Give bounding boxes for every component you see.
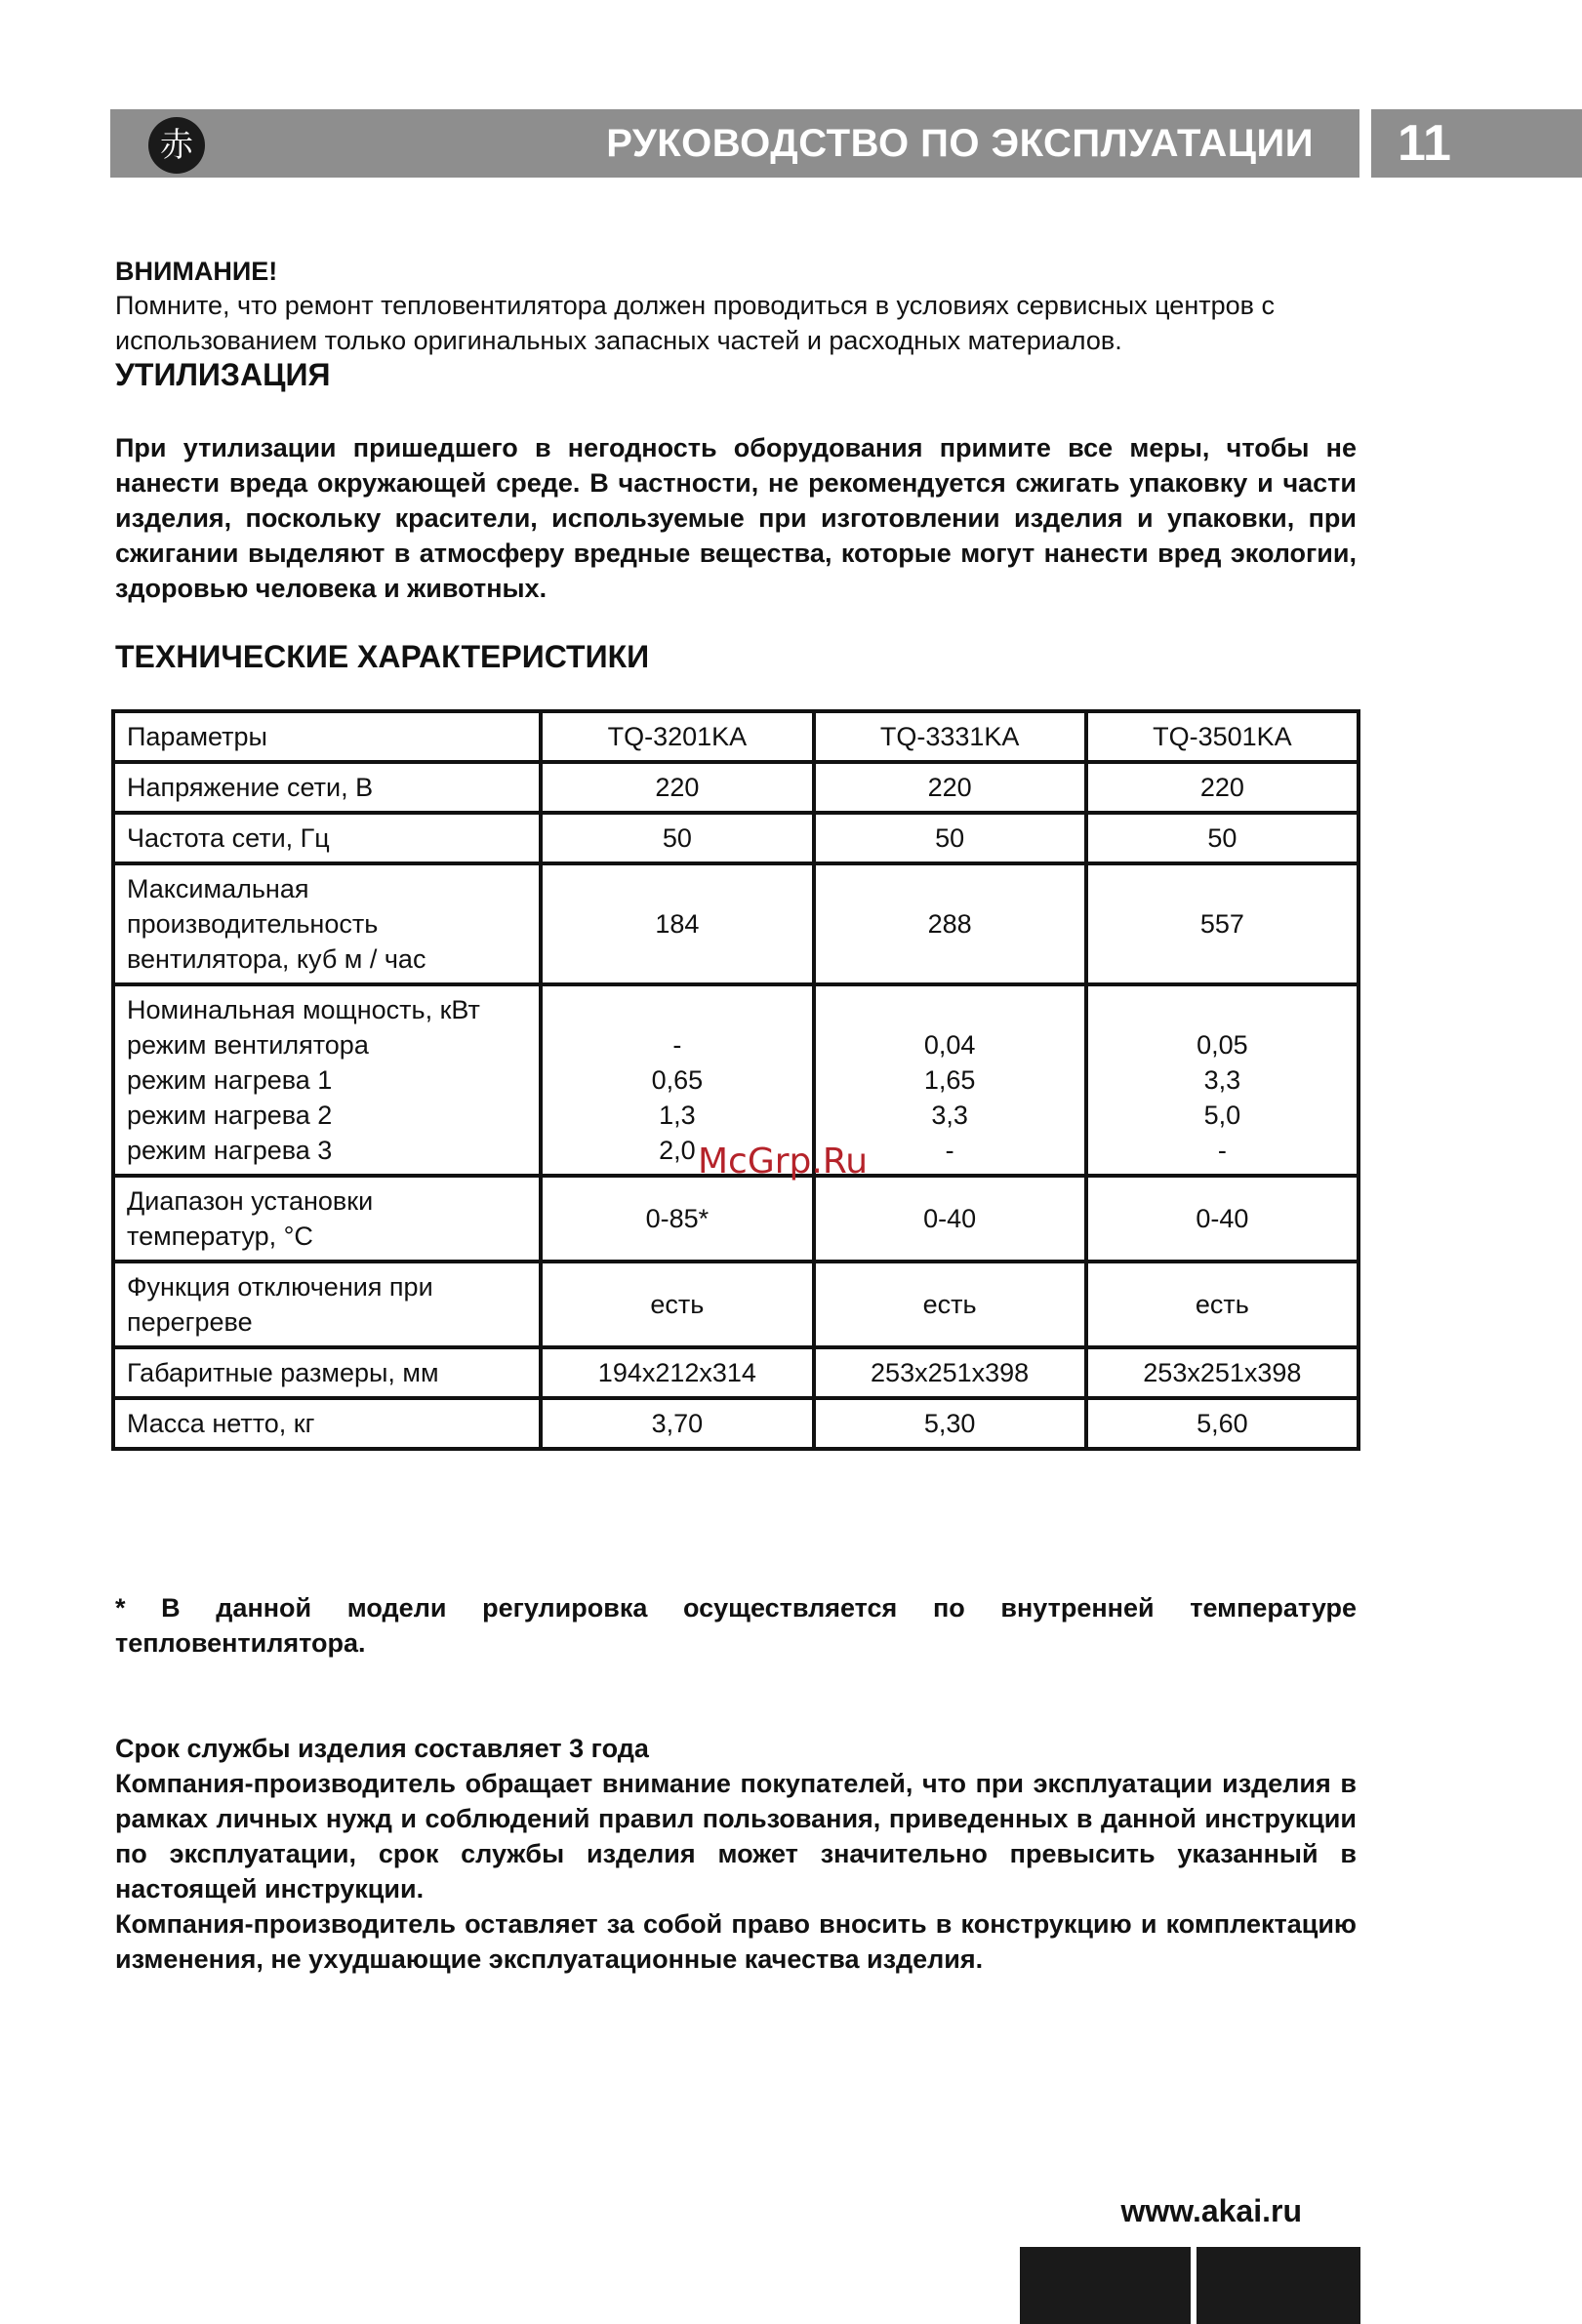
specs-value-cell: 5,30 [814, 1398, 1086, 1449]
specs-param-cell: Параметры [113, 711, 541, 762]
specs-value-cell: TQ-3331KA [814, 711, 1086, 762]
specs-title: ТЕХНИЧЕСКИЕ ХАРАКТЕРИСТИКИ [115, 639, 650, 674]
disposal-text: При утилизации пришедшего в негодность оборудования примите все меры, чтобы не нанести вреда окружающей среде. В частности, не рекомендуется сжигать упаковку и части изделия, поскольку красители, используемые при изготовлении изделия и упаковки, при сжигании выделяют в атмосферу вредные вещества, которые могут нанести вред экологии, здоровью человека и животных. [115, 433, 1357, 603]
website-link[interactable]: www.akai.ru [1120, 2193, 1302, 2228]
specs-row [113, 863, 1359, 984]
specs-value-cell: 50 [1086, 813, 1359, 863]
service-life-heading: Срок службы изделия составляет 3 года [115, 1734, 649, 1763]
specs-param-cell: Масса нетто, кг [113, 1398, 541, 1449]
disposal-title: УТИЛИЗАЦИЯ [115, 357, 331, 392]
specs-param-cell: Габаритные размеры, мм [113, 1347, 541, 1398]
specs-value-cell: 220 [1086, 762, 1359, 813]
specs-value-cell: 220 [814, 762, 1086, 813]
specs-row [113, 1347, 1359, 1398]
specs-table [111, 709, 1360, 1451]
specs-value-cell: - 0,65 1,3 2,0 [541, 984, 813, 1176]
warning-title: ВНИМАНИЕ! [115, 257, 278, 286]
footer-bar-right [1197, 2247, 1360, 2324]
specs-value-cell: TQ-3201KA [541, 711, 813, 762]
specs-param-cell: Частота сети, Гц [113, 813, 541, 863]
specs-value-cell: есть [1086, 1262, 1359, 1347]
specs-value-cell: 0,05 3,3 5,0 - [1086, 984, 1359, 1176]
manual-title: РУКОВОДСТВО ПО ЭКСПЛУАТАЦИИ [606, 122, 1314, 165]
specs-value-cell: 253x251x398 [1086, 1347, 1359, 1398]
specs-param-cell: Номинальная мощность, кВт режим вентилятора режим нагрева 1 режим нагрева 2 режим нагрева 3 [113, 984, 541, 1176]
specs-value-cell: 220 [541, 762, 813, 813]
specs-row [113, 1176, 1359, 1262]
specs-row [113, 813, 1359, 863]
specs-value-cell: 253x251x398 [814, 1347, 1086, 1398]
footer-bar-left [1020, 2247, 1191, 2324]
specs-row [113, 762, 1359, 813]
specs-value-cell: 194x212x314 [541, 1347, 813, 1398]
specs-header-row [113, 711, 1359, 762]
specs-value-cell: 557 [1086, 863, 1359, 984]
specs-row [113, 1398, 1359, 1449]
specs-value-cell: 0-40 [814, 1176, 1086, 1262]
warning-text: Помните, что ремонт тепловентилятора должен проводиться в условиях сервисных центров с использованием только оригинальных запасных частей и расходных материалов. [115, 291, 1275, 355]
specs-value-cell: 3,70 [541, 1398, 813, 1449]
specs-value-cell: TQ-3501KA [1086, 711, 1359, 762]
service-life-section [115, 1731, 1357, 1977]
specs-value-cell: 5,60 [1086, 1398, 1359, 1449]
specs-value-cell: 0-40 [1086, 1176, 1359, 1262]
specs-value-cell: 0,04 1,65 3,3 - [814, 984, 1086, 1176]
specs-value-cell: есть [814, 1262, 1086, 1347]
specs-param-cell: Максимальная производительность вентилятора, куб м / час [113, 863, 541, 984]
footnote: * В данной модели регулировка осуществляется по внутренней температуре тепловентилятора. [115, 1593, 1357, 1658]
specs-value-cell: 0-85* [541, 1176, 813, 1262]
specs-value-cell: 184 [541, 863, 813, 984]
rights-paragraph: Компания-производитель оставляет за собой право вносить в конструкцию и комплектацию изменения, не ухудшающие эксплуатационные качества изделия. [115, 1909, 1357, 1974]
specs-value-cell: есть [541, 1262, 813, 1347]
specs-param-cell: Функция отключения при перегреве [113, 1262, 541, 1347]
specs-value-cell: 50 [814, 813, 1086, 863]
service-life-paragraph: Компания-производитель обращает внимание покупателей, что при эксплуатации изделия в рамках личных нужд и соблюдений правил пользования, приведенных в данной инструкции по эксплуатации, срок службы изделия может значительно превысить указанный в настоящей инструкции. [115, 1769, 1357, 1903]
specs-value-cell: 288 [814, 863, 1086, 984]
page-number: 11 [1398, 115, 1451, 172]
specs-value-cell: 50 [541, 813, 813, 863]
brand-logo-icon: 赤 [148, 117, 205, 174]
specs-param-cell: Напряжение сети, В [113, 762, 541, 813]
specs-param-cell: Диапазон установки температур, °С [113, 1176, 541, 1262]
watermark-text: McGrp.Ru [698, 1142, 869, 1182]
specs-row [113, 1262, 1359, 1347]
